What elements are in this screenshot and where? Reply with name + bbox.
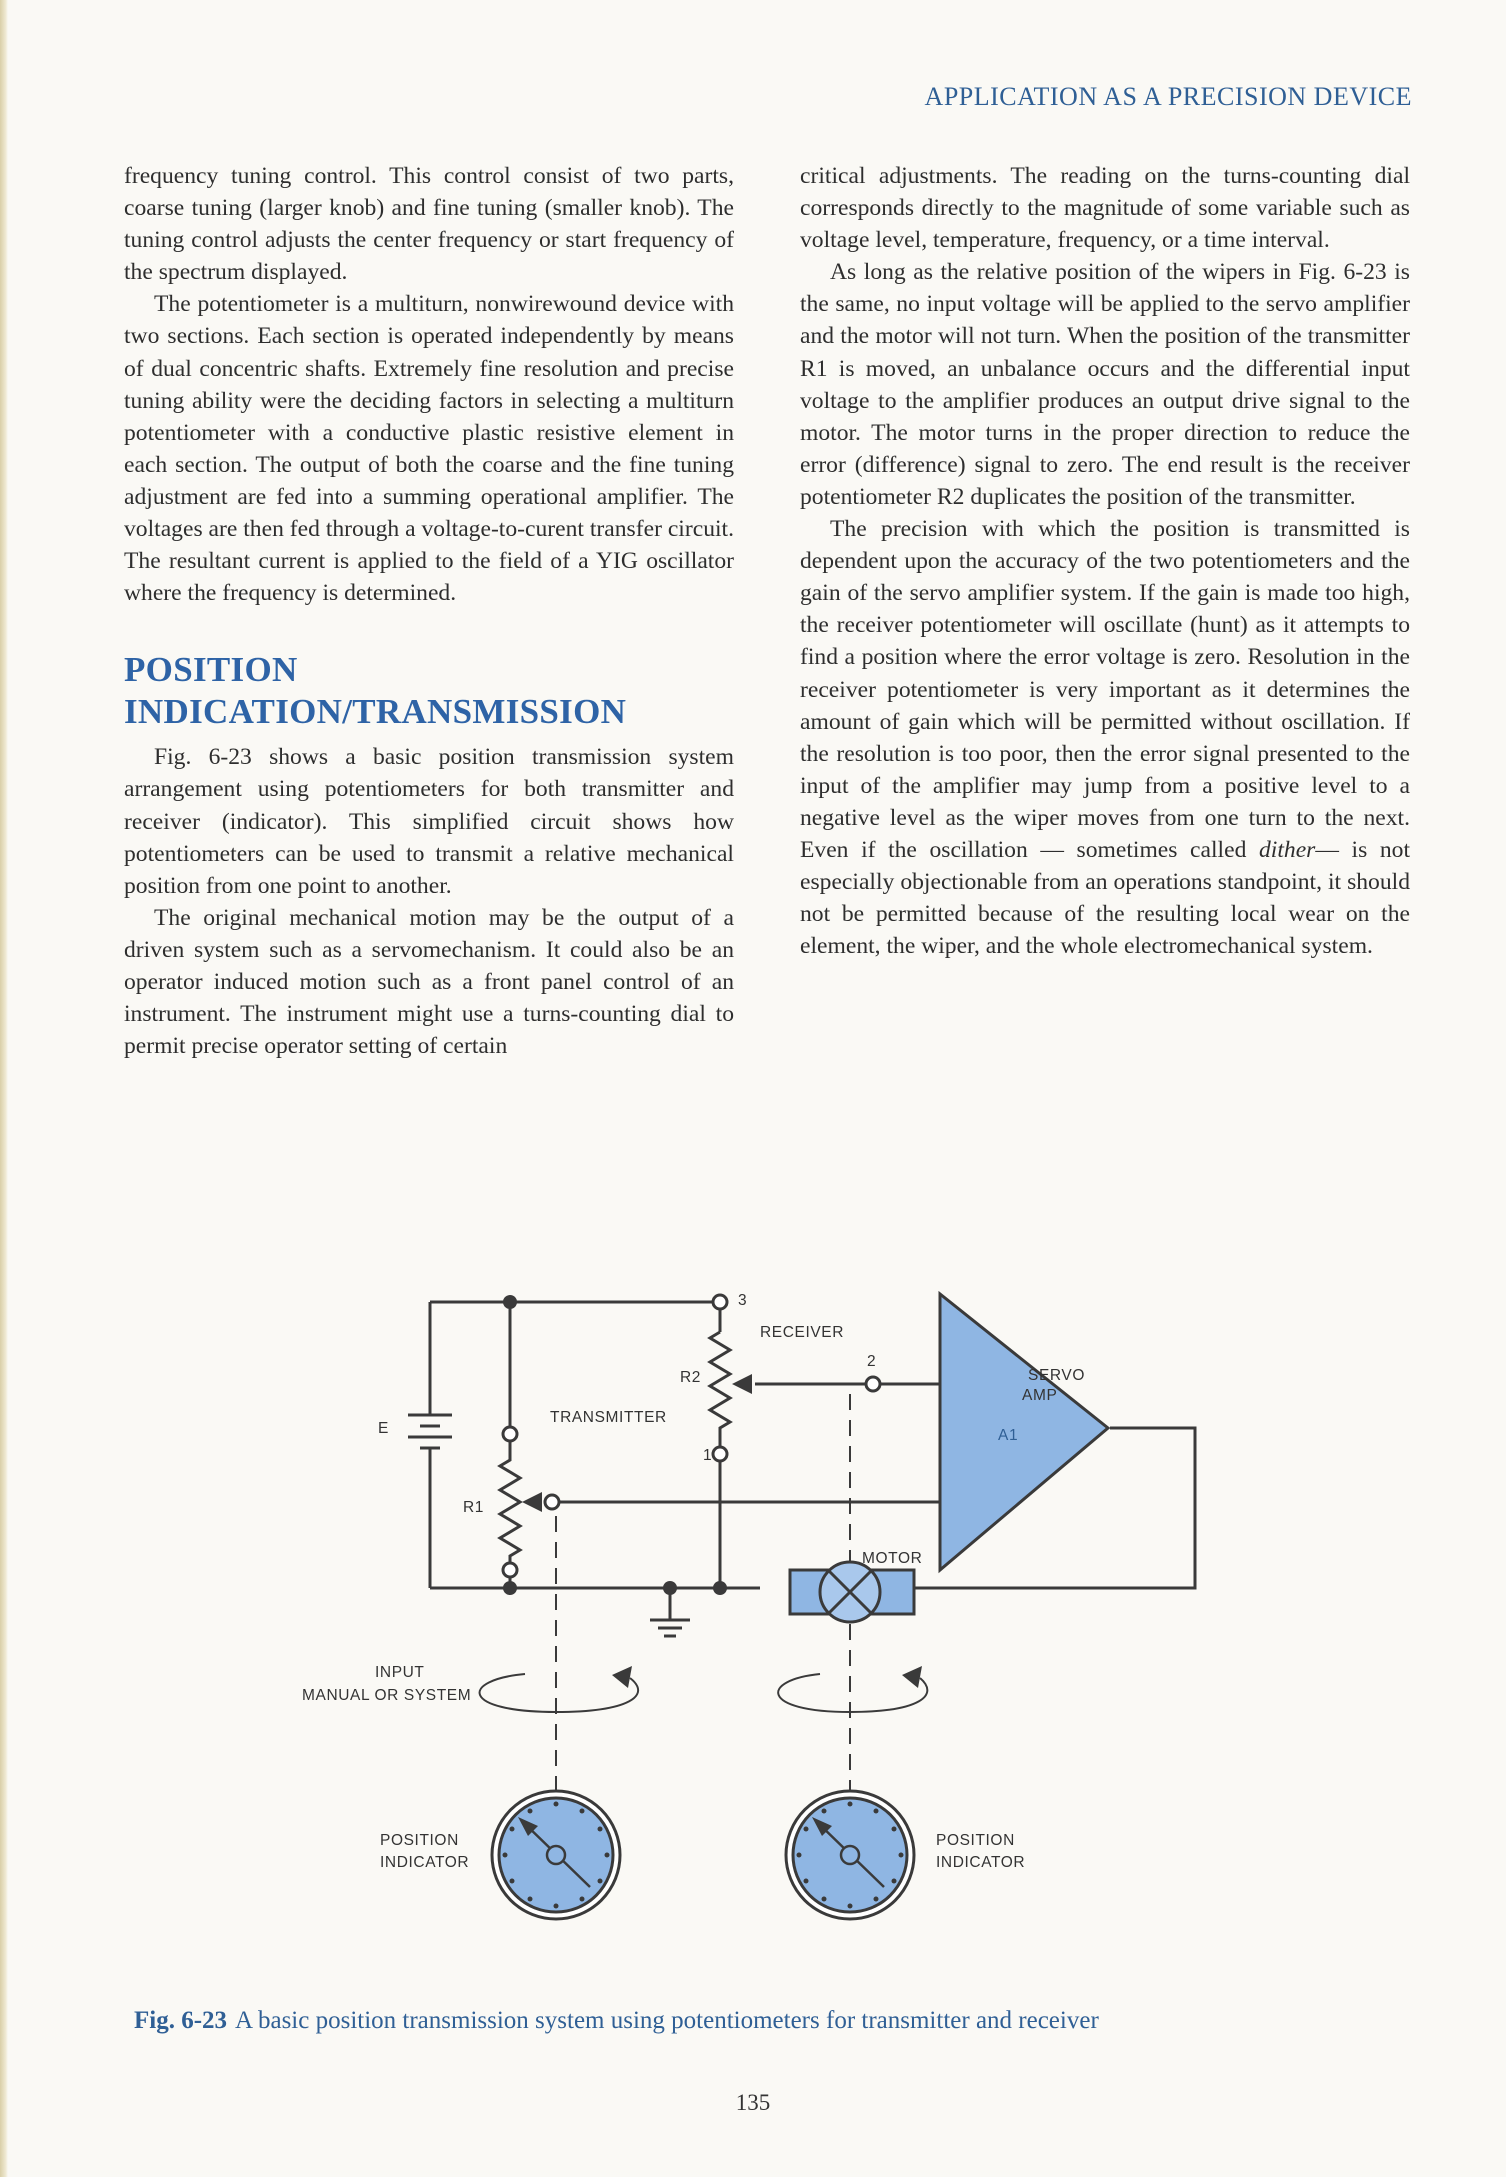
label-position-indicator-left: POSITION	[380, 1832, 459, 1849]
servo-amp-triangle	[940, 1294, 1108, 1570]
rotation-arrows	[480, 1674, 928, 1712]
junction-dots	[503, 1295, 727, 1595]
section-heading-line1: POSITION	[124, 650, 298, 690]
figure-caption	[134, 2007, 1374, 2035]
label-terminal-1: 1	[703, 1447, 713, 1464]
r1-wiper-arrow	[522, 1492, 542, 1512]
left-column	[124, 160, 734, 1062]
label-r1: R1	[463, 1499, 485, 1516]
label-terminal-2: 2	[867, 1353, 877, 1370]
label-terminal-3: 3	[738, 1292, 748, 1309]
label-input: INPUT	[375, 1664, 425, 1681]
paragraph: The potentiometer is a multiturn, nonwirewound device with two sections. Each section is operated independently by means of dual concentric shafts. Extremely fine resolution and precise tuning ability were the deciding factors in selecting a multiturn potentiometer with a conductive plastic resistive element in each section. The output of both the coarse and the fine tuning adjustment are fed into a summing operational amplifier. The voltages are then fed through a voltage-to-curent transfer circuit. The resultant current is applied to the field of a YIG oscillator where the frequency is determined.	[124, 291, 734, 607]
section-heading-line2: INDICATION/TRANSMISSION	[124, 692, 627, 732]
label-position-indicator-right: INDICATOR	[936, 1854, 1026, 1871]
paragraph: The original mechanical motion may be the output of a driven system such as a servomechanism. It could also be an operator induced motion such as a front panel control of an instrument. The instrument might use a turns-counting dial to permit precise operator setting of certain	[124, 904, 734, 1060]
paragraph	[800, 513, 1410, 962]
section-heading	[124, 649, 734, 733]
paragraph: frequency tuning control. This control consist of two parts, coarse tuning (larger knob) and fine tuning (smaller knob). The tuning control adjusts the center frequency or start frequency of the spectrum displayed.	[124, 163, 734, 286]
figure-caption-text: A basic position transmission system using potentiometers for transmitter and receiver	[235, 2007, 1099, 2034]
page-number: 135	[735, 2090, 771, 2115]
label-position-indicator-left: INDICATOR	[380, 1854, 470, 1871]
paragraph-text: — is not especially objectionable from an operations standpoint, it should not be permitted because of the resulting local wear on the element, the wiper, and the whole electromechanical system.	[800, 836, 1411, 960]
label-input-source: MANUAL OR SYSTEM	[302, 1687, 472, 1704]
label-receiver: RECEIVER	[760, 1324, 845, 1341]
paragraph: Fig. 6-23 shows a basic position transmission system arrangement using potentiometers for both transmitter and receiver (indicator). This simplified circuit shows how potentiometers can be used to transmit a relative mechanical position from one point to another.	[124, 744, 734, 899]
page-binding-edge	[0, 0, 8, 2177]
r2-wiper-arrow	[732, 1374, 752, 1394]
label-transmitter: TRANSMITTER	[550, 1409, 667, 1426]
position-indicator-dial-right	[786, 1791, 914, 1919]
label-position-indicator-right: POSITION	[936, 1832, 1015, 1849]
position-indicator-dial-left	[492, 1791, 620, 1919]
label-r2: R2	[680, 1369, 702, 1386]
paragraph: As long as the relative position of the wipers in Fig. 6-23 is the same, no input voltage will be applied to the servo amplifier and the motor will not turn. When the position of the transmitter R1 is moved, an unbalance occurs and the differential input voltage to the amplifier produces an output drive signal to the motor. The motor turns in the proper direction to reduce the error (difference) signal to zero. The end result is the receiver potentiometer R2 duplicates the position of the transmitter.	[800, 259, 1410, 510]
label-a1: A1	[998, 1427, 1019, 1444]
label-amp: AMP	[1022, 1387, 1058, 1404]
label-servo: SERVO	[1028, 1367, 1085, 1384]
italic-term: dither	[1258, 836, 1316, 863]
running-head: APPLICATION AS A PRECISION DEVICE	[924, 82, 1412, 111]
right-column	[800, 160, 1410, 962]
figure-circuit-diagram	[260, 1280, 1260, 1980]
paragraph-text: The precision with which the position is transmitted is dependent upon the accuracy of the two potentiometers and the gain of the servo amplifier system. If the gain is made too high, the receiver potentiometer will oscillate (hunt) as it attempts to find a position where the error voltage is zero. Resolution in the receiver potentiometer is very important as it determines the amount of gain which will be permitted without oscillation. If the resolution is too poor, then the error signal presented to the input of the amplifier may jump from a positive level to a negative level as the wiper moves from one turn to the next. Even if the oscillation — sometimes called	[800, 516, 1410, 863]
label-battery-e: E	[378, 1420, 389, 1437]
label-motor: MOTOR	[862, 1550, 923, 1567]
paragraph: critical adjustments. The reading on the turns-counting dial corresponds directly to the magnitude of some variable such as voltage level, temperature, frequency, or a time interval.	[800, 163, 1410, 254]
figure-number: Fig. 6-23	[134, 2007, 228, 2034]
